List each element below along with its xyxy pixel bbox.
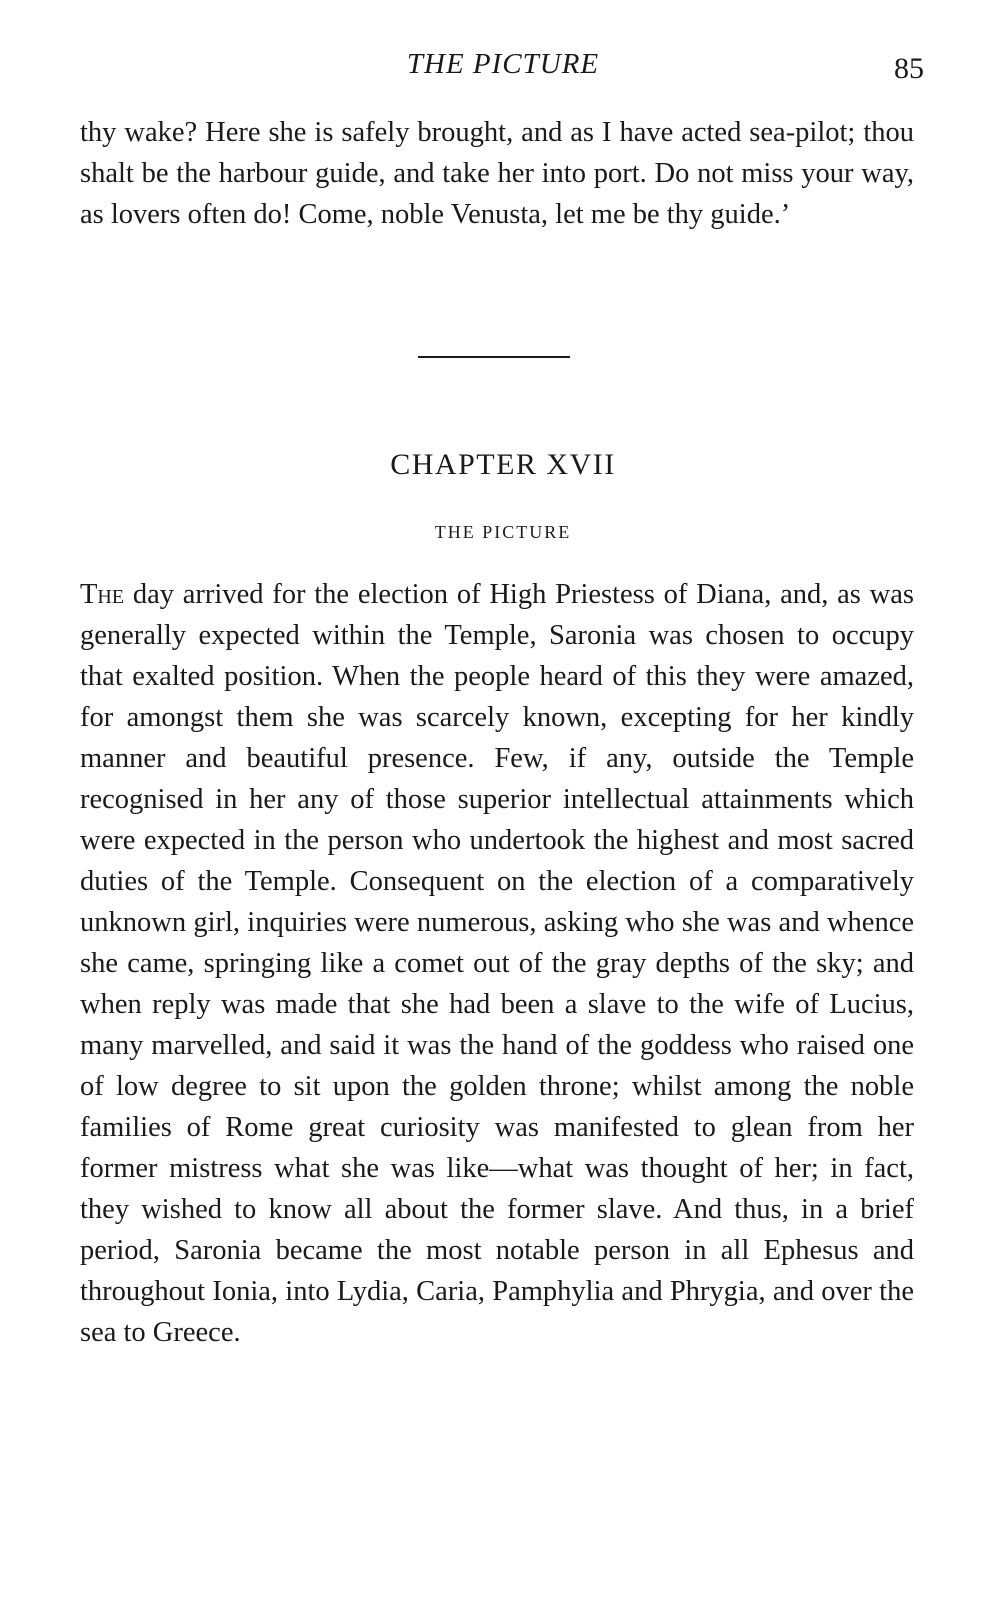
page-header (0, 48, 1006, 88)
chapter-subtitle: THE PICTURE (434, 522, 572, 542)
running-title: THE PICTURE (406, 48, 600, 80)
chapter-body (80, 574, 914, 1353)
section-divider (418, 356, 570, 358)
opening-word: The (80, 579, 125, 610)
chapter-heading: CHAPTER XVII (390, 448, 616, 481)
paragraph-text: day arrived for the election of High Priestess of Diana, and, as was generally expected within the Temple, Saronia was chosen to occupy that exalted position. When the people heard of this they were amazed, for amongst them she was scarcely known, excepting for her kindly manner and beautiful presence. Few, if any, outside the Temple recognised in her any of those superior intellectual attainments which were expected in the person who undertook the highest and most sacred duties of the Temple. Consequent on the election of a comparatively unknown girl, inquiries were numerous, asking who she was and whence she came, springing like a comet out of the gray depths of the sky; and when reply was made that she had been a slave to the wife of Lucius, many marvelled, and said it was the hand of the goddess who raised one of low degree to sit upon the golden throne; whilst among the noble families of Rome great curiosity was manifested to glean from her former mistress what she was like—what was thought of her; in fact, they wished to know all about the former slave. And thus, in a brief period, Saronia became the most notable person in all Ephesus and throughout Ionia, into Lydia, Caria, Pamphylia and Phrygia, and over the sea to Greece. (80, 579, 914, 1348)
continuation-text: thy wake? Here she is safely brought, and as I have acted sea-pilot; thou shalt be the harbour guide, and take her into port. Do not miss your way, as lovers often do! Come, noble Venusta, let me be thy guide.’ (80, 117, 914, 230)
chapter-paragraph (80, 574, 914, 1353)
continuation-paragraph (80, 112, 914, 235)
page-number: 85 (894, 52, 924, 85)
